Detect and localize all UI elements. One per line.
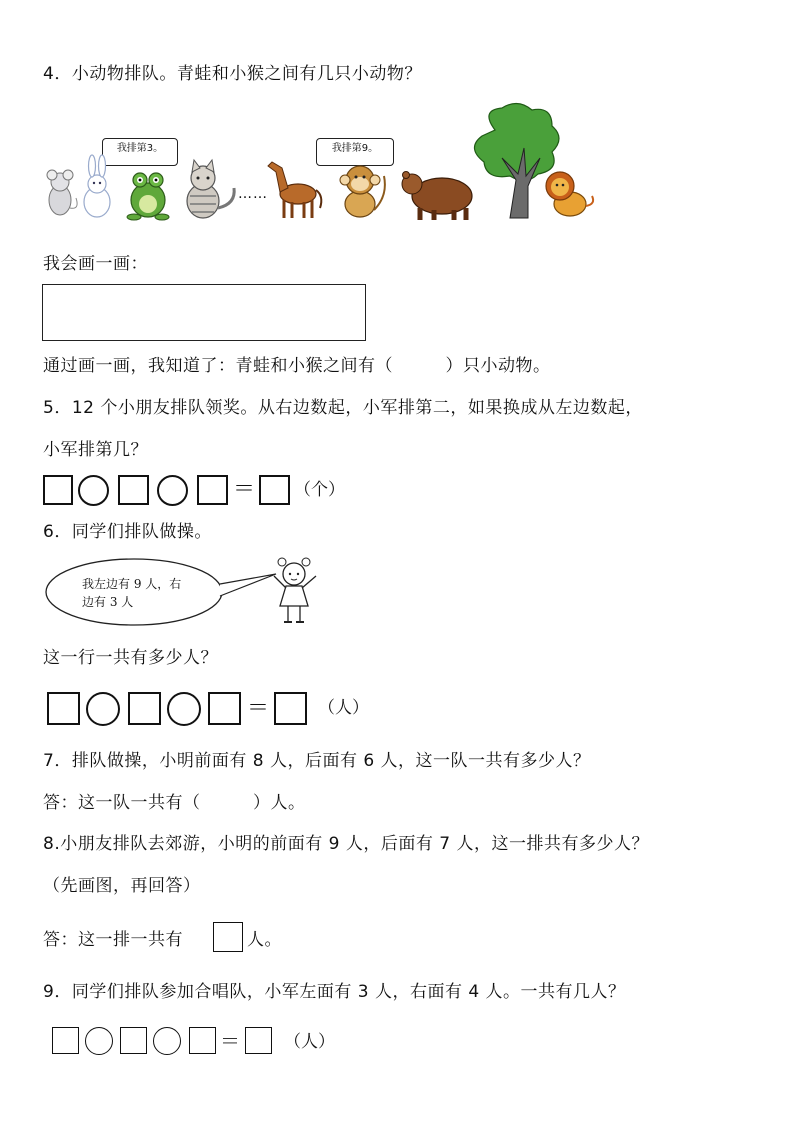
q6-title: 6．同学们排队做操。 [43,522,212,542]
operator-circle[interactable] [86,692,120,726]
speech-line1: 我左边有 9 人，右 [82,577,182,591]
answer-box[interactable] [120,1027,147,1054]
operator-circle[interactable] [167,692,201,726]
answer-box[interactable] [43,475,73,505]
operator-circle[interactable] [157,475,188,506]
q8-title: 8.小朋友排队去郊游，小明的前面有 9 人，后面有 7 人，这一排共有多少人？ [43,834,649,854]
q8-answer-prefix: 答：这一排一共有 [43,930,183,950]
girl-icon [268,556,326,628]
monkey-icon [340,166,385,217]
equals-sign: ＝ [247,696,270,721]
answer-box[interactable] [213,922,243,952]
q5-line1: 5．12 个小朋友排队领奖。从右边数起，小军排第二，如果换成从左边数起， [43,398,643,418]
lion-icon [546,172,593,216]
result-box[interactable] [245,1027,272,1054]
answer-box[interactable] [52,1027,79,1054]
unit-label: （人） [284,1032,335,1052]
bubble-monkey-text: 我排第9。 [331,143,379,154]
frog-icon [127,173,169,220]
q6-question: 这一行一共有多少人？ [43,648,218,668]
result-box[interactable] [274,692,307,725]
answer-box[interactable] [47,692,80,725]
operator-circle[interactable] [153,1027,181,1055]
answer-box[interactable] [208,692,241,725]
operator-circle[interactable] [78,475,109,506]
ellipsis-dots: …… [238,186,268,202]
unit-label: （个） [294,480,345,500]
bear-icon [402,172,472,221]
q4-title: 4．小动物排队。青蛙和小猴之间有几只小动物？ [43,64,422,84]
equals-sign: ＝ [233,477,256,502]
q9-title: 9．同学们排队参加合唱队，小军左面有 3 人，右面有 4 人。一共有几人？ [43,982,626,1002]
equals-sign: ＝ [220,1029,240,1053]
answer-box[interactable] [128,692,161,725]
q4-conclusion: 通过画一画，我知道了：青蛙和小猴之间有（ ）只小动物。 [43,356,551,376]
q8-answer-suffix: 人。 [247,930,282,950]
answer-box[interactable] [189,1027,216,1054]
q7-answer: 答：这一队一共有（ ）人。 [43,793,306,813]
horse-icon [268,162,321,218]
answer-box[interactable] [197,475,228,505]
speech-line2: 边有 3 人 [82,595,134,609]
bubble-frog-text: 我排第3。 [116,143,164,154]
draw-label: 我会画一画： [43,254,148,274]
drawing-area[interactable] [42,284,366,341]
answer-box[interactable] [118,475,149,505]
mouse-icon [47,170,77,215]
q8-note: （先画图，再回答） [43,876,201,896]
q7-title: 7．排队做操，小明前面有 8 人，后面有 6 人，这一队一共有多少人？ [43,751,591,771]
cat-icon [187,160,234,218]
q5-line2: 小军排第几？ [43,440,148,460]
animal-row [40,100,600,225]
operator-circle[interactable] [85,1027,113,1055]
result-box[interactable] [259,475,290,505]
unit-label: （人） [318,698,369,718]
tree-icon [474,103,559,218]
rabbit-icon [84,155,110,217]
